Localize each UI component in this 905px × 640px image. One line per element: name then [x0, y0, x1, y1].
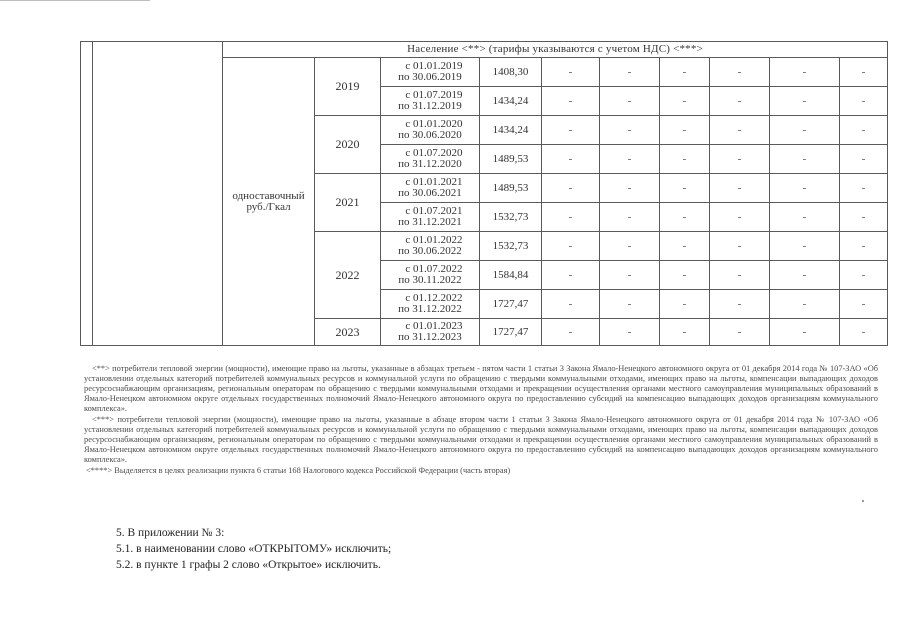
period-to: по 30.11.2022	[398, 274, 462, 286]
empty-value-dash: -	[710, 290, 770, 319]
empty-value-dash: -	[542, 116, 600, 145]
empty-value-dash: -	[600, 87, 660, 116]
period-cell	[381, 145, 480, 174]
footnote-double-star: <**> потребители тепловой энергии (мощности), имеющие право на льготы, указанные в абзацах третьем - пятом части 1 статьи 3 Закона Ямало-Ненецкого автономного округа от 01 декабря 2014 года № 107-ЗАО «Об установлении отдельных категорий потребителей коммунальных ресурсов и коммунальной услуги по обращению с твердыми коммунальными отходами, имеющих право на льготы, компенсации выпадающих доходов ресурсоснабжающим организациям, региональным операторам по обращению с твердыми коммунальными отходами и прекращении осуществления органами местного самоуправления муниципальных образований в Ямало-Ненецком автономном округе отдельных государственных полномочий Ямало-Ненецкого автономного округа по предоставлению субсидий на компенсацию выпадающих доходов организациям коммунального комплекса».	[84, 364, 878, 413]
empty-value-dash: -	[542, 174, 600, 203]
empty-value-dash: -	[840, 174, 888, 203]
year-cell: 2022	[315, 232, 381, 319]
empty-value-dash: -	[710, 116, 770, 145]
scan-speck	[862, 500, 864, 502]
period-from: с 01.01.2023	[405, 320, 463, 332]
period-to: по 31.12.2019	[398, 100, 462, 112]
period-to: по 30.06.2021	[398, 187, 462, 199]
period-from: с 01.07.2022	[405, 263, 463, 275]
price-cell: 1584,84	[480, 261, 542, 290]
empty-value-dash: -	[600, 290, 660, 319]
empty-value-dash: -	[600, 232, 660, 261]
period-to: по 30.06.2020	[398, 129, 462, 141]
banner-row	[81, 42, 888, 58]
empty-value-dash: -	[660, 261, 710, 290]
empty-value-dash: -	[840, 261, 888, 290]
price-cell: 1489,53	[480, 174, 542, 203]
empty-value-dash: -	[840, 87, 888, 116]
period-from: с 01.01.2019	[405, 60, 463, 72]
amendment-line: 5. В приложении № 3:	[116, 527, 225, 539]
empty-value-dash: -	[770, 87, 840, 116]
period-from: с 01.12.2022	[405, 292, 463, 304]
year-cell: 2019	[315, 58, 381, 116]
header-rule	[0, 0, 150, 1]
period-to: по 30.06.2022	[398, 245, 462, 257]
empty-value-dash: -	[600, 58, 660, 87]
period-from: с 01.01.2022	[405, 234, 463, 246]
empty-value-dash: -	[840, 232, 888, 261]
empty-value-dash: -	[770, 232, 840, 261]
empty-value-dash: -	[840, 145, 888, 174]
tariff-table	[80, 41, 888, 346]
empty-value-dash: -	[660, 290, 710, 319]
year-cell: 2023	[315, 319, 381, 346]
amendment-line: 5.2. в пункте 1 графы 2 слово «Открытое» исключить.	[116, 559, 381, 571]
period-to: по 31.12.2020	[398, 158, 462, 170]
empty-value-dash: -	[660, 203, 710, 232]
empty-value-dash: -	[710, 203, 770, 232]
period-to: по 31.12.2021	[398, 216, 462, 228]
empty-value-dash: -	[710, 87, 770, 116]
empty-value-dash: -	[710, 232, 770, 261]
period-cell	[381, 116, 480, 145]
empty-value-dash: -	[600, 319, 660, 346]
period-cell	[381, 174, 480, 203]
footnote-quad-star: <****> Выделяется в целях реализации пункта 6 статьи 168 Налогового кодекса Российской Федерации (часть вторая)	[86, 466, 511, 475]
empty-value-dash: -	[840, 290, 888, 319]
period-to: по 30.06.2019	[398, 71, 462, 83]
empty-value-dash: -	[770, 116, 840, 145]
period-to: по 31.12.2023	[398, 331, 462, 343]
empty-value-dash: -	[542, 261, 600, 290]
footnotes	[84, 364, 878, 476]
empty-value-dash: -	[710, 174, 770, 203]
empty-value-dash: -	[840, 319, 888, 346]
period-from: с 01.07.2021	[405, 205, 463, 217]
price-cell: 1532,73	[480, 203, 542, 232]
period-cell	[381, 203, 480, 232]
empty-value-dash: -	[660, 319, 710, 346]
price-cell: 1489,53	[480, 145, 542, 174]
unit-label: одноставочный руб./Гкал	[223, 58, 315, 346]
period-from: с 01.07.2020	[405, 147, 463, 159]
empty-value-dash: -	[542, 87, 600, 116]
empty-value-dash: -	[770, 145, 840, 174]
empty-value-dash: -	[542, 203, 600, 232]
empty-value-dash: -	[770, 319, 840, 346]
price-cell: 1434,24	[480, 87, 542, 116]
empty-value-dash: -	[660, 232, 710, 261]
population-banner: Население <**> (тарифы указываются с учетом НДС) <***>	[223, 42, 888, 58]
empty-value-dash: -	[542, 290, 600, 319]
empty-value-dash: -	[770, 174, 840, 203]
empty-value-dash: -	[660, 87, 710, 116]
blank-col-1	[81, 42, 93, 346]
empty-value-dash: -	[840, 116, 888, 145]
period-from: с 01.07.2019	[405, 89, 463, 101]
year-cell: 2020	[315, 116, 381, 174]
empty-value-dash: -	[770, 261, 840, 290]
empty-value-dash: -	[600, 261, 660, 290]
empty-value-dash: -	[542, 58, 600, 87]
empty-value-dash: -	[770, 58, 840, 87]
empty-value-dash: -	[710, 261, 770, 290]
empty-value-dash: -	[542, 319, 600, 346]
period-cell	[381, 232, 480, 261]
period-to: по 31.12.2022	[398, 303, 462, 315]
empty-value-dash: -	[600, 174, 660, 203]
blank-col-2	[93, 42, 223, 346]
empty-value-dash: -	[660, 58, 710, 87]
empty-value-dash: -	[710, 319, 770, 346]
period-cell	[381, 87, 480, 116]
period-cell	[381, 290, 480, 319]
empty-value-dash: -	[600, 116, 660, 145]
period-cell	[381, 58, 480, 87]
price-cell: 1434,24	[480, 116, 542, 145]
period-cell	[381, 261, 480, 290]
empty-value-dash: -	[660, 116, 710, 145]
empty-value-dash: -	[770, 290, 840, 319]
empty-value-dash: -	[600, 145, 660, 174]
empty-value-dash: -	[600, 203, 660, 232]
empty-value-dash: -	[710, 58, 770, 87]
empty-value-dash: -	[660, 145, 710, 174]
footnote-triple-star: <***> потребители тепловой энергии (мощности), имеющие право на льготы, указанные в абзаце втором части 1 статьи 3 Закона Ямало-Ненецкого автономного округа от 01 декабря 2014 года № 107-ЗАО «Об установлении отдельных категорий потребителей коммунальных ресурсов и коммунальной услуги по обращению с твердыми коммунальными отходами, имеющих право на льготы, компенсации выпадающих доходов ресурсоснабжающим организациям, региональным операторам по обращению с твердыми коммунальными отходами и прекращении осуществления органами местного самоуправления муниципальных образований в Ямало-Ненецком автономном округе отдельных государственных полномочий Ямало-Ненецкого автономного округа по предоставлению субсидий на компенсацию выпадающих доходов организациям коммунального комплекса».	[84, 415, 878, 464]
price-cell: 1408,30	[480, 58, 542, 87]
empty-value-dash: -	[542, 145, 600, 174]
empty-value-dash: -	[542, 232, 600, 261]
period-cell	[381, 319, 480, 346]
empty-value-dash: -	[770, 203, 840, 232]
price-cell: 1727,47	[480, 319, 542, 346]
amendment-line: 5.1. в наименовании слово «ОТКРЫТОМУ» исключить;	[116, 543, 392, 555]
price-cell: 1727,47	[480, 290, 542, 319]
empty-value-dash: -	[840, 203, 888, 232]
period-from: с 01.01.2020	[405, 118, 463, 130]
amendments	[116, 525, 391, 573]
year-cell: 2021	[315, 174, 381, 232]
empty-value-dash: -	[840, 58, 888, 87]
empty-value-dash: -	[660, 174, 710, 203]
empty-value-dash: -	[710, 145, 770, 174]
period-from: с 01.01.2021	[405, 176, 463, 188]
price-cell: 1532,73	[480, 232, 542, 261]
